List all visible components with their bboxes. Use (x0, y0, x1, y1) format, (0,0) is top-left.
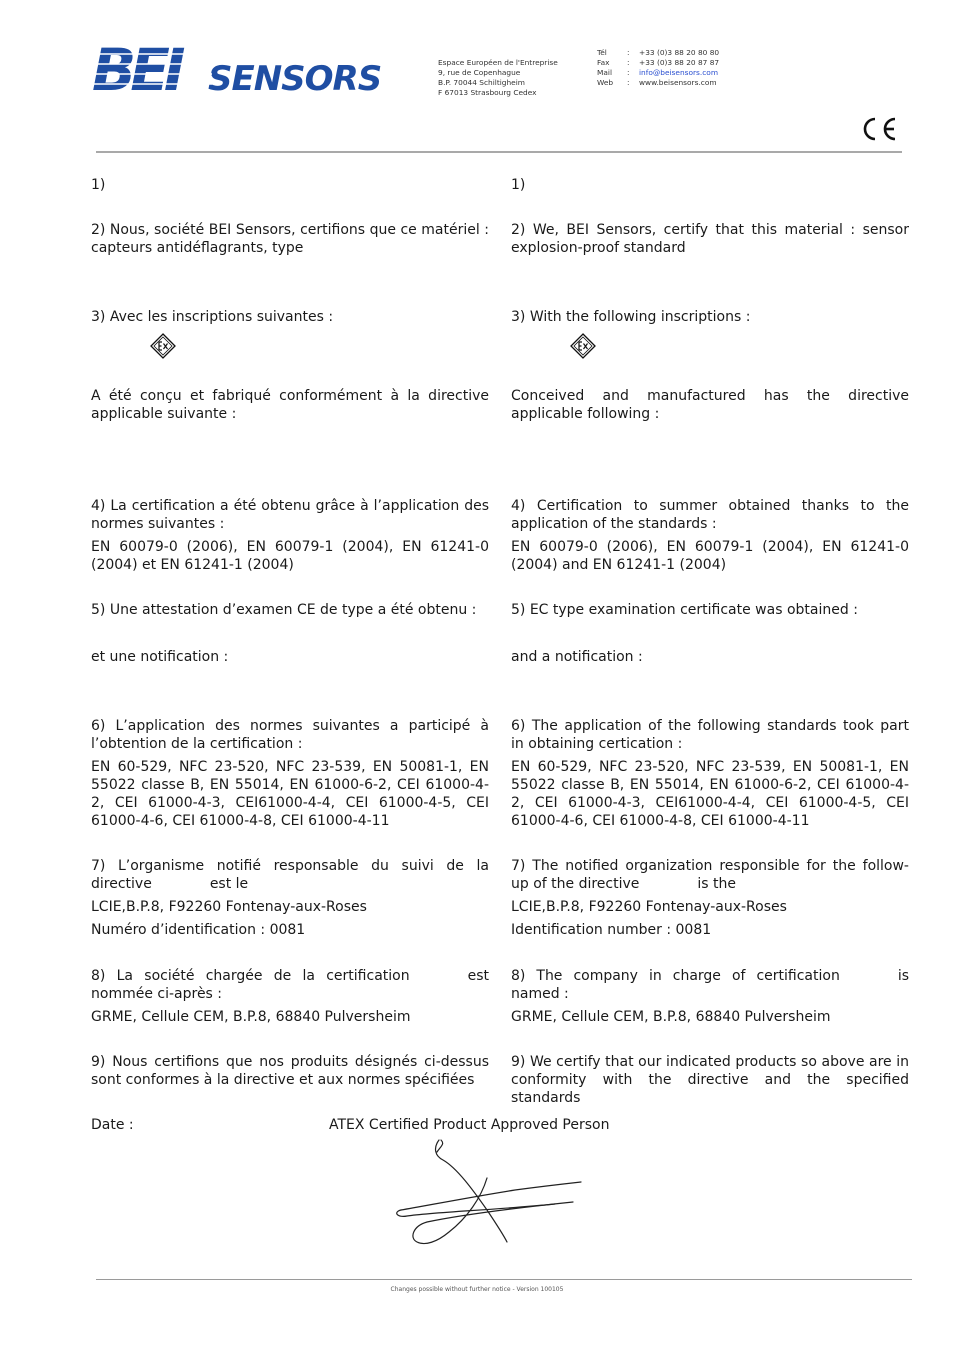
en-item-6: 6) The application of the following standards took part in obtaining certication : (511, 718, 909, 752)
fr-item-6b: EN 60-529, NFC 23-520, NFC 23-539, EN 50081-1, EN 55022 classe B, EN 55014, EN 61000-6-2, CEI 61000-4-2, CEI 61000-4-3, CEI61000-4-4, CEI 61000-4-5, CEI 61000-4-6, CEI 61000-4-8, CEI 61000-4-11 (91, 759, 489, 829)
email-link[interactable]: info@beisensors.com (639, 68, 719, 77)
approved-person-label: ATEX Certified Product Approved Person (329, 1117, 610, 1133)
contact-sep: : (627, 68, 630, 77)
company-address (438, 58, 558, 98)
en-item-3b: Conceived and manufactured has the directive applicable following : (511, 388, 909, 422)
fr-item-4: 4) La certification a été obtenu grâce à l’application des normes suivantes : (91, 498, 489, 532)
fr-item-3: 3) Avec les inscriptions suivantes : (91, 309, 334, 325)
fr-item-3b: A été conçu et fabriqué conformément à la directive applicable suivante : (91, 388, 489, 422)
handwritten-signature (395, 1138, 585, 1250)
address-line: Espace Européen de l'Entreprise (438, 58, 558, 67)
fr-item-7b: LCIE,B.P.8, F92260 Fontenay-aux-Roses (91, 899, 367, 915)
bei-sensors-logo (92, 40, 384, 96)
en-item-4: 4) Certification to summer obtained thanks to the application of the standards : (511, 498, 909, 532)
en-item-8-tail: is named : (511, 968, 909, 1002)
fr-item-8-tail: est nommée ci-après : (91, 968, 489, 1002)
fr-item-7-tail: est le (209, 876, 249, 892)
footer-divider (96, 1279, 912, 1280)
en-item-1: 1) (511, 177, 526, 193)
fr-item-7c: Numéro d’identification : 0081 (91, 922, 306, 938)
en-item-5b: and a notification : (511, 649, 643, 665)
en-item-3: 3) With the following inscriptions : (511, 309, 751, 325)
ex-atex-icon (570, 333, 596, 359)
address-line: 9, rue de Copenhague (438, 68, 521, 77)
contact-row-mail (597, 68, 719, 78)
contact-row-tel (597, 48, 719, 58)
date-label: Date : (91, 1117, 134, 1133)
website-link[interactable]: www.beisensors.com (639, 78, 717, 87)
fr-item-8 (91, 967, 489, 1003)
contact-label: Web (597, 78, 614, 87)
header-divider (96, 151, 902, 153)
en-item-8-text: 8) The company in charge of certification (511, 968, 840, 984)
contact-label: Tél (597, 48, 607, 57)
contact-sep: : (627, 78, 630, 87)
en-item-9: 9) We certify that our indicated products so above are in conformity with the directive and the specified standards (511, 1054, 909, 1106)
en-item-4b: EN 60079-0 (2006), EN 60079-1 (2004), EN 61241-0 (2004) and EN 61241-1 (2004) (511, 539, 909, 573)
fr-item-1: 1) (91, 177, 106, 193)
fr-item-7 (91, 857, 489, 893)
fr-item-4b: EN 60079-0 (2006), EN 60079-1 (2004), EN 61241-0 (2004) et EN 61241-1 (2004) (91, 539, 489, 573)
en-item-7c: Identification number : 0081 (511, 922, 712, 938)
en-item-7b: LCIE,B.P.8, F92260 Fontenay-aux-Roses (511, 899, 787, 915)
en-item-2: 2) We, BEI Sensors, certify that this material : sensor explosion-proof standard (511, 222, 909, 256)
contact-row-web (597, 78, 719, 88)
contact-row-fax (597, 58, 719, 68)
en-item-7-text: 7) The notified organization responsible for the follow-up of the directive (511, 858, 909, 892)
ex-atex-icon (150, 333, 176, 359)
en-item-6b: EN 60-529, NFC 23-520, NFC 23-539, EN 50081-1, EN 55022 classe B, EN 55014, EN 61000-6-2, CEI 61000-4-2, CEI 61000-4-3, CEI61000-4-4, CEI 61000-4-5, CEI 61000-4-6, CEI 61000-4-8, CEI 61000-4-11 (511, 759, 909, 829)
fr-item-8b: GRME, Cellule CEM, B.P.8, 68840 Pulversheim (91, 1009, 411, 1025)
fr-item-9: 9) Nous certifions que nos produits désignés ci-dessus sont conformes à la directive et aux normes spécifiées (91, 1054, 489, 1088)
contact-sep: : (627, 58, 630, 67)
contact-block (597, 48, 719, 88)
ce-mark-icon (858, 116, 900, 142)
contact-value: +33 (0)3 88 20 87 87 (639, 58, 720, 67)
fr-item-8-text: 8) La société chargée de la certification (91, 968, 410, 984)
fr-item-2: 2) Nous, société BEI Sensors, certifions que ce matériel : capteurs antidéflagrants, type (91, 222, 489, 256)
en-item-7-tail: is the (697, 876, 737, 892)
svg-text:SENSORS: SENSORS (208, 59, 382, 96)
en-item-7 (511, 857, 909, 893)
footer-note: Changes possible without further notice - Version 100105 (390, 1286, 564, 1293)
en-item-8b: GRME, Cellule CEM, B.P.8, 68840 Pulversheim (511, 1009, 831, 1025)
fr-item-7-text: 7) L’organisme notifié responsable du suivi de la directive (91, 858, 489, 892)
en-item-5: 5) EC type examination certificate was obtained : (511, 602, 858, 618)
fr-item-5: 5) Une attestation d’examen CE de type a été obtenu : (91, 602, 477, 618)
address-line: B.P. 70044 Schiltigheim (438, 78, 525, 87)
en-item-8 (511, 967, 909, 1003)
svg-text:BEI: BEI (92, 40, 180, 96)
contact-sep: : (627, 48, 630, 57)
fr-item-5b: et une notification : (91, 649, 229, 665)
fr-item-6: 6) L’application des normes suivantes a participé à l’obtention de la certification : (91, 718, 489, 752)
address-line: F 67013 Strasbourg Cedex (438, 88, 537, 97)
contact-label: Mail (597, 68, 613, 77)
contact-value: +33 (0)3 88 20 80 80 (639, 48, 720, 57)
contact-label: Fax (597, 58, 610, 67)
